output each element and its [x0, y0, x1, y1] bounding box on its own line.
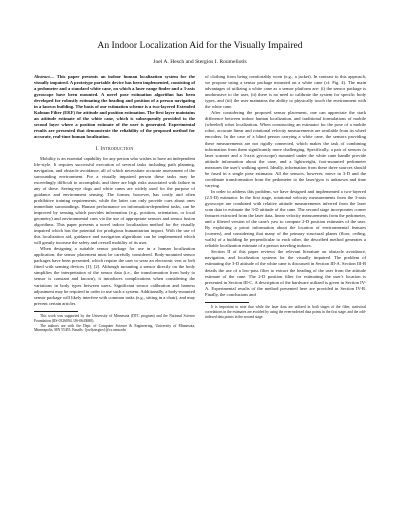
body-paragraph: of clothing from being comfortably worn (e.g., a jacket). In contrast to this approach, we propose using a sensor package mounted on a white cane (cf. Fig. 4). The main advantages of utilizing a white cane as a sensor platform are: (i) the sensor package is unobtrusive to the user, (ii) there is no need to calibrate the system for specific body types, and (iii) the user maintains the ability to physically touch the environment with the white cane. — [205, 74, 366, 110]
funding-footnote: This work was supported by the University of Minnesota (DTC program) and the National Science Foundation (IIS-0326894, IIS-0643680). — [34, 313, 195, 323]
intro-paragraph: Mobility is an essential capability for any person who wishes to have an independent life-style. It requires successful execution of several tasks including path planning, navigation, and obstacle avoidance, all of which necessitate accurate assessment of the surrounding environment. For a visually impaired person these tasks may be exceedingly difficult to accomplish, and there are high risks associated with failure in any of these. Seeing-eye dogs and white canes are widely used for the purpose of guidance and environment sensing. The former, however, has costly and often prohibitive training requirements, while the latter can only provide cues about ones immediate surroundings. Human performance on information-dependent tasks, can be improved by sensing which provides information (e.g., position, orientation, or local geometry) and environmental cues via the use of appropriate sensors and sensor fusion algorithms. This paper presents a novel indoor localization method for the visually impaired which has the potential for prodigious humanitarian impact. With the use of this localization aid, guidance and navigation algorithms can be implemented which will greatly increase the safety and overall mobility of its user. — [34, 155, 195, 246]
abstract-text: — This paper presents an indoor human localization system for the visually impaired. A prototype portable device has been implemented, consisting of a pedometer and a standard white cane, on which a laser range finder and a 3-axis gyroscope have been mounted. A novel pose estimation algorithm has been developed for robustly estimating the heading and position of a person navigating in a known building. The basis of our estimation scheme is a two-layered Extended Kalman Filter (EKF) for attitude and position estimation. The first layer maintains an attitude estimate of the white cane, which is subsequently provided to the second layer where a position estimate of the user is generated. Experimental results are presented that demonstrate the reliability of the proposed method for accurate, real-time human localization. — [34, 74, 195, 140]
abstract-lead: Abstract — [34, 74, 50, 79]
footnote-divider — [34, 311, 78, 312]
two-column-body — [34, 74, 366, 333]
abstract — [34, 74, 195, 141]
body-paragraph: After considering the proposed sensor placement, one can appreciate the stark difference between indoor human localization, and traditional formulations of mobile (wheeled) robot localization. When constructing an estimator for the pose of a mobile robot, accurate linear and rotational velocity measurements are available from its wheel encoders. In the case of a blind person carrying a white cane, the sensors providing these measurements are not rigidly connected, which makes the task of combining information from them significantly more challenging. Specifically, a pair of sensors (a laser scanner and a 3-axis gyroscope) mounted under the white cane handle provide attitude information about the cane, and a lightweight, foot-mounted pedometer measures the user's walking speed. Ideally, information from these three sources should be fused in a single pose estimator. All the sensors, however, move in 3-D and the coordinate transformation from the pedometer to the laser/gyro is unknown and time varying. — [205, 110, 366, 188]
right-column — [205, 74, 366, 333]
affiliation-footnote: The authors are with the Dept. of Computer Science & Engineering, University of Minnesota, Minneapolis, MN 55455. Emails: {joel|stergios}@cs.umn.edu — [34, 323, 195, 333]
body-paragraph: In order to address this problem, we have designed and implemented a two-layered (2.5-D) estimator. In the first stage, rotational velocity measurements from the 3-axis gyroscope are combined with relative attitude measurements inferred from the laser scan data to estimate the 3-D attitude of the cane. The second stage incorporates corner features extracted from the laser data, linear velocity measurements from the pedometer, and a filtered version of the cane's yaw to compute 2-D position estimates of the user. By exploiting a priori information about the location of environmental features (corners), and considering that many of the primary structural planes (floor, ceiling, walls) of a building lie perpendicular to each other, the described method generates a reliable localization estimate of a person traveling indoors. — [205, 188, 366, 249]
intro-paragraph: When designing a suitable sensor package for use in a human localization application, the sensor placement must be carefully considered. Body-mounted sensor packages have been presented, which require the user to wear an electronic vest or belt fitted with sensing devices [1], [2]. Although mounting a sensor directly on the body simplifies the interpretation of the sensor data (i.e., the transformation from body to sensor is constant and known), it introduces complications when considering the variations in body types between users. Significant sensor calibration and harness adjustment may be required in order to use such a system. Additionally, a body-mounted sensor package will likely interfere with common tasks (e.g., sitting in a chair), and may prevent certain articles — [34, 246, 195, 306]
author-line: Joel A. Hesch and Stergios I. Roumeliotis — [153, 59, 247, 65]
footnote-divider — [205, 302, 249, 303]
body-paragraph: Section II of this paper reviews the relevant literature on obstacle avoidance, navigation, and localization systems for the visually impaired. The problem of estimating the 3-D attitude of the white cane is discussed in Section III-A. Section III-B details the use of a low-pass filter to extract the heading of the user from the attitude estimate of the cane. The 2-D position filter for estimating the user's location is presented in Section III-C. A description of the hardware utilized is given in Section IV-A. Experimental results of the method presented here are provided in Section IV-B. Finally, the conclusions and — [205, 249, 366, 297]
left-column — [34, 74, 195, 333]
section-heading-introduction: I. Introduction — [95, 145, 134, 152]
laser-data-footnote: It is important to note that while the laser data are utilized in both stages of the filter, statistical correlations in the estimates are avoided by using the even-indexed data points in the first stage, and the odd-indexed data points in the second stage. — [205, 304, 366, 319]
paper-title: An Indoor Localization Aid for the Visually Impaired — [97, 40, 303, 51]
